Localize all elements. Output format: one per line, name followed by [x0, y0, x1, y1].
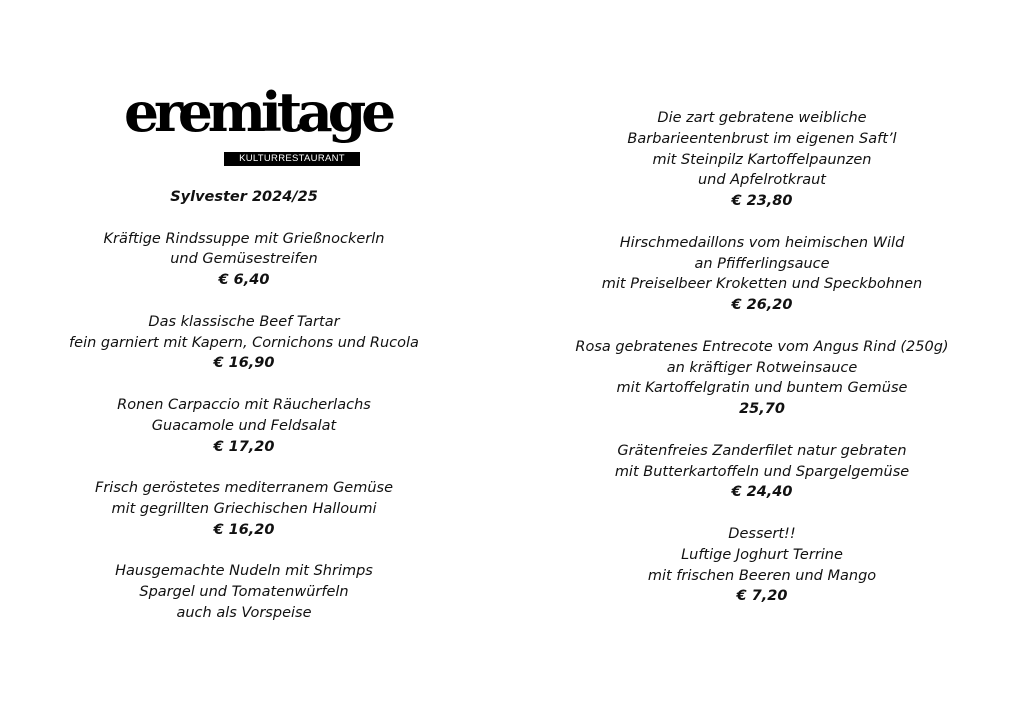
spacer	[34, 291, 454, 312]
dish-line: mit Kartoffelgratin und buntem Gemüse	[616, 380, 908, 397]
dish-line: Spargel und Tomatenwürfeln	[139, 584, 349, 601]
dish-line: an kräftiger Rotweinsauce	[666, 359, 858, 376]
dish-price: € 6,40	[218, 272, 270, 289]
dish-line: Ronen Carpaccio mit Räucherlachs	[117, 396, 371, 413]
menu-column-right	[552, 108, 972, 607]
dish-price: 25,70	[739, 401, 785, 418]
dish-line: Dessert!!	[728, 525, 796, 542]
dish-line: mit Butterkartoffeln und Spargelgemüse	[614, 463, 910, 480]
dish-price: € 7,20	[736, 588, 788, 605]
dish-line: Hirschmedaillons vom heimischen Wild	[619, 234, 905, 251]
dish-line: und Apfelrotkraut	[697, 172, 826, 189]
dish-line: Barbarieentenbrust im eigenen Saft’l	[627, 130, 897, 147]
dish-line: Grätenfreies Zanderfilet natur gebraten	[617, 442, 907, 459]
logo-subtitle: KULTURRESTAURANT	[224, 152, 360, 166]
spacer	[552, 316, 972, 337]
dish-line: Guacamole und Feldsalat	[151, 417, 337, 434]
dish-line: fein garniert mit Kapern, Cornichons und Rucola	[69, 334, 419, 351]
spacer	[34, 208, 454, 229]
dish-price: € 26,20	[731, 297, 793, 314]
spacer	[34, 457, 454, 478]
logo-wordmark: eremitage	[124, 80, 392, 144]
menu-heading: Sylvester 2024/25	[170, 189, 318, 205]
spacer	[34, 374, 454, 395]
dish-price: € 16,90	[213, 355, 275, 372]
dish-line: mit Preiselbeer Kroketten und Speckbohnen	[601, 276, 923, 293]
dish-line: und Gemüsestreifen	[170, 251, 318, 268]
dish-price: € 17,20	[213, 438, 275, 455]
dish-line: mit frischen Beeren und Mango	[647, 567, 877, 584]
dish-line: Frisch geröstetes mediterranem Gemüse	[94, 480, 394, 497]
spacer	[552, 212, 972, 233]
dish-line: auch als Vorspeise	[176, 604, 312, 621]
dish-line: Kräftige Rindssuppe mit Grießnockerln	[103, 230, 385, 247]
dish-line: mit Steinpilz Kartoffelpaunzen	[652, 151, 872, 168]
dish-price: € 23,80	[731, 193, 793, 210]
dish-line: Rosa gebratenes Entrecote vom Angus Rind (250g)	[575, 338, 949, 355]
dish-price: € 24,40	[731, 484, 793, 501]
menu-column-left	[34, 187, 454, 624]
spacer	[552, 503, 972, 524]
dish-line: Die zart gebratene weibliche	[657, 110, 867, 126]
dish-line: Das klassische Beef Tartar	[148, 313, 340, 330]
spacer	[34, 541, 454, 562]
spacer	[552, 420, 972, 441]
dish-line: an Pfifferlingsauce	[694, 255, 830, 272]
dish-line: Luftige Joghurt Terrine	[681, 546, 843, 563]
dish-line: mit gegrillten Griechischen Halloumi	[111, 500, 377, 517]
dish-line: Hausgemachte Nudeln mit Shrimps	[115, 563, 373, 580]
dish-price: € 16,20	[213, 521, 275, 538]
restaurant-logo	[124, 80, 392, 168]
